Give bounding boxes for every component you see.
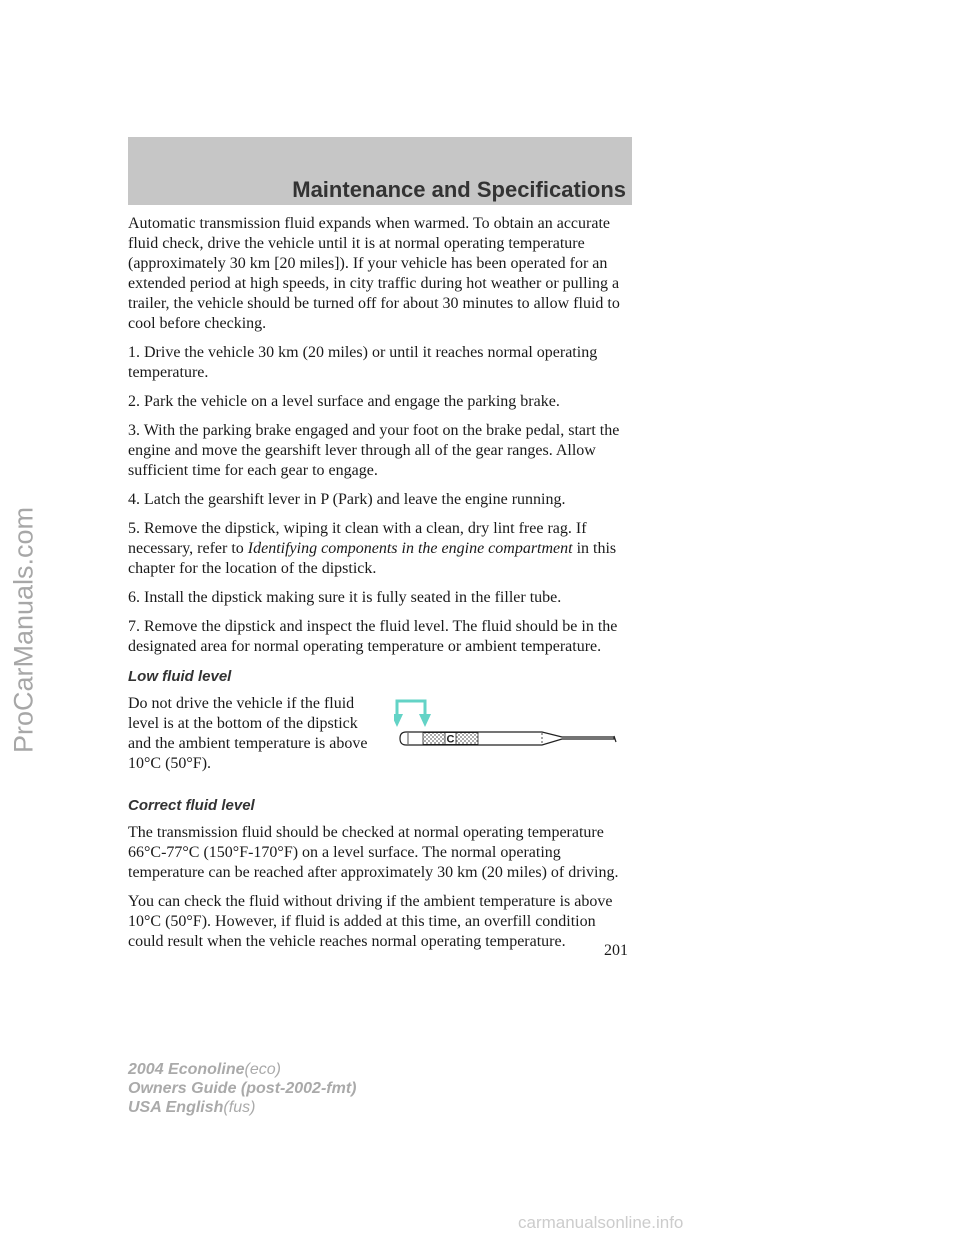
footer-model-code: (eco) (244, 1061, 281, 1078)
section-header-band (128, 137, 632, 205)
step-5 (128, 519, 634, 579)
step-4: 4. Latch the gearshift lever in P (Park) and leave the engine running. (128, 491, 566, 508)
low-level-arrows (397, 701, 425, 714)
step-7: 7. Remove the dipstick and inspect the fluid level. The fluid should be in the designated area for normal operating temperature or ambient temperature. (128, 618, 618, 655)
low-fluid-heading: Low fluid level (128, 668, 232, 685)
dipstick-marker-label: C (446, 733, 455, 746)
footer-line-1 (128, 1060, 356, 1079)
document-footer (128, 1060, 356, 1117)
side-watermark-text: ProCarManuals.com (8, 506, 39, 754)
step-5-text-before: 5. Remove the dipstick, wiping it clean with a clean, dry lint free rag. If necessary, refer to (128, 520, 587, 557)
low-fluid-text: Do not drive the vehicle if the fluid level is at the bottom of the dipstick and the ambient temperature is above 10°C (50°F). (128, 695, 368, 772)
low-level-arrow-left (394, 714, 403, 727)
low-level-arrow-right (419, 714, 431, 727)
footer-line-3 (128, 1098, 356, 1117)
step-5-text-after: in this chapter for the location of the dipstick. (128, 540, 617, 577)
correct-fluid-paragraph-2: You can check the fluid without driving if the ambient temperature is above 10°C (50°F). However, if fluid is added at this time, an overfill condition could result when the vehicle reaches normal operating temperature. (128, 893, 613, 950)
correct-fluid-paragraph-1: The transmission fluid should be checked at normal operating temperature 66°C-77°C (150°F-170°F) on a level surface. The normal operating temperature can be reached after approximately 30 km (20 miles) of driving. (128, 824, 619, 881)
page-number: 201 (604, 942, 628, 959)
footer-guide: Owners Guide (post-2002-fmt) (128, 1080, 357, 1097)
dipstick-illustration (394, 694, 624, 754)
page-content (128, 214, 634, 961)
footer-language: USA English (128, 1099, 224, 1116)
step-2: 2. Park the vehicle on a level surface and engage the parking brake. (128, 393, 560, 410)
site-watermark: carmanualsonline.info (518, 1213, 684, 1232)
step-5-reference: Identifying components in the engine compartment (247, 540, 573, 557)
correct-fluid-heading: Correct fluid level (128, 797, 255, 814)
section-title: Maintenance and Specifications (292, 177, 626, 202)
step-1: 1. Drive the vehicle 30 km (20 miles) or until it reaches normal operating temperature. (128, 344, 598, 381)
intro-paragraph: Automatic transmission fluid expands when warmed. To obtain an accurate fluid check, drive the vehicle until it is at normal operating temperature (approximately 30 km [20 miles]). If your vehicle has been operated for an extended period at high speeds, in city traffic during hot weather or pulling a trailer, the vehicle should be turned off for about 30 minutes to allow fluid to cool before checking. (128, 215, 620, 332)
arrow-bracket (397, 701, 425, 714)
footer-model: 2004 Econoline (128, 1061, 245, 1078)
footer-line-2 (128, 1079, 356, 1098)
step-6: 6. Install the dipstick making sure it is fully seated in the filler tube. (128, 589, 562, 606)
low-fluid-block (128, 694, 634, 786)
side-watermark (4, 330, 44, 930)
step-3: 3. With the parking brake engaged and your foot on the brake pedal, start the engine and move the gearshift lever through all of the gear ranges. Allow sufficient time for each gear to engage. (128, 422, 620, 479)
footer-language-code: (fus) (223, 1099, 256, 1116)
